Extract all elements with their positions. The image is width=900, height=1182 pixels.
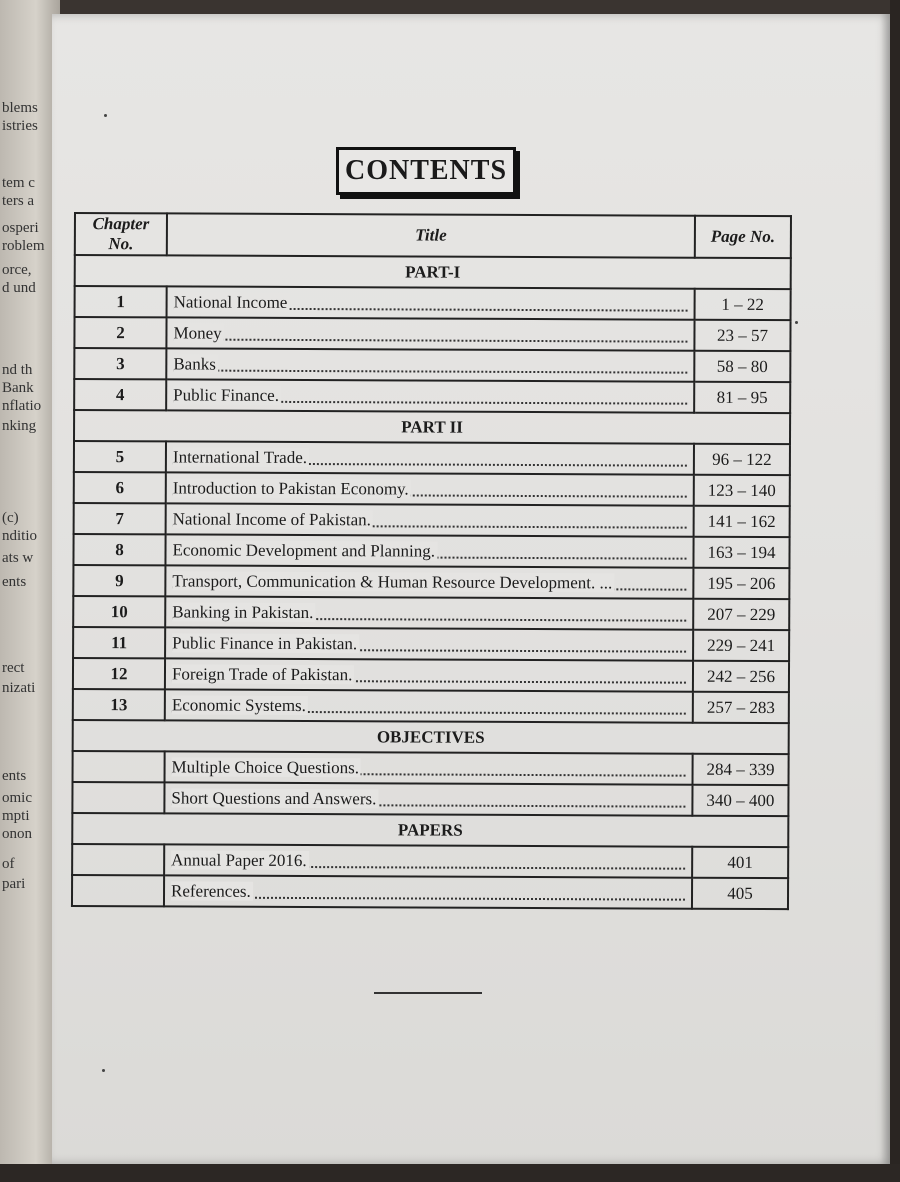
page-range: 23 – 57 <box>694 320 790 351</box>
margin-text-fragment: ents <box>2 574 27 590</box>
page-range: 195 – 206 <box>693 568 789 599</box>
chapter-title: International Trade. <box>172 446 308 467</box>
paper-speck <box>102 1069 105 1072</box>
chapter-title-cell <box>166 472 694 505</box>
chapter-number: 12 <box>73 658 165 689</box>
chapter-number: 2 <box>74 317 166 348</box>
chapter-title: Foreign Trade of Pakistan. <box>171 663 353 684</box>
margin-text-fragment: nizati <box>2 680 36 696</box>
chapter-title-cell <box>165 565 693 598</box>
chapter-title: National Income of Pakistan. <box>172 508 371 529</box>
margin-text-fragment: nflatio <box>2 398 42 414</box>
chapter-number <box>72 844 164 875</box>
margin-text-fragment: istries <box>2 118 38 134</box>
table-row <box>73 534 789 568</box>
chapter-title-cell <box>165 751 693 784</box>
chapter-title-cell <box>164 844 692 877</box>
chapter-title: Introduction to Pakistan Economy. <box>172 477 409 498</box>
margin-text-fragment: nd th <box>2 362 33 378</box>
chapter-title-cell <box>165 627 693 660</box>
page-range: 242 – 256 <box>693 661 789 692</box>
margin-text-fragment: pari <box>2 876 26 892</box>
chapter-title-cell <box>166 348 694 381</box>
section-heading: PAPERS <box>72 813 788 847</box>
margin-text-fragment: Bank <box>2 380 34 396</box>
contents-table <box>71 212 792 910</box>
page-range: 340 – 400 <box>692 785 788 816</box>
chapter-title: Transport, Communication & Human Resource Development. ... <box>172 570 613 592</box>
table-row <box>73 627 789 661</box>
page-range: 123 – 140 <box>694 475 790 506</box>
end-rule <box>374 992 482 994</box>
table-row <box>74 379 790 413</box>
chapter-number: 4 <box>74 379 166 410</box>
table-row <box>73 565 789 599</box>
section-row <box>74 410 790 444</box>
table-row <box>72 782 788 816</box>
dot-leader <box>173 369 687 373</box>
chapter-number: 3 <box>74 348 166 379</box>
chapter-number <box>72 782 164 813</box>
section-row <box>72 813 788 847</box>
margin-text-fragment: ters a <box>2 193 35 209</box>
table-row <box>72 875 788 909</box>
header-chapter-no: Chapter No. <box>75 213 167 255</box>
margin-text-fragment: d und <box>2 280 36 296</box>
margin-text-fragment: nking <box>2 418 37 434</box>
chapter-title-cell <box>166 379 694 412</box>
page-range: 163 – 194 <box>693 537 789 568</box>
page-range: 207 – 229 <box>693 599 789 630</box>
chapter-title-cell <box>165 689 693 722</box>
chapter-title: Multiple Choice Questions. <box>171 756 360 777</box>
margin-text-fragment: rect <box>2 660 25 676</box>
section-row <box>75 255 791 289</box>
chapter-number: 5 <box>74 441 166 472</box>
margin-text-fragment: mpti <box>2 808 30 824</box>
chapter-title: Public Finance in Pakistan. <box>172 632 358 653</box>
chapter-title: Money <box>173 322 222 343</box>
chapter-title-cell <box>166 317 694 350</box>
chapter-number: 10 <box>73 596 165 627</box>
chapter-title: Annual Paper 2016. <box>171 849 307 870</box>
section-heading: PART II <box>74 410 790 444</box>
chapter-number: 8 <box>73 534 165 565</box>
table-row <box>75 286 791 320</box>
page-range: 284 – 339 <box>693 754 789 785</box>
paper-speck <box>104 114 107 117</box>
chapter-title: Public Finance. <box>173 384 280 405</box>
page-range: 1 – 22 <box>695 289 791 320</box>
margin-text-fragment: nditio <box>2 528 38 544</box>
page-range: 257 – 283 <box>693 692 789 723</box>
chapter-number <box>72 875 164 906</box>
table-row <box>73 658 789 692</box>
chapter-number: 7 <box>74 503 166 534</box>
chapter-title-cell <box>165 596 693 629</box>
table-row <box>73 689 789 723</box>
margin-text-fragment: ats w <box>2 550 34 566</box>
page-range: 141 – 162 <box>694 506 790 537</box>
header-page-no: Page No. <box>695 216 791 258</box>
margin-text-fragment: ents <box>2 768 27 784</box>
table-row <box>74 317 790 351</box>
table-row <box>74 441 790 475</box>
margin-text-fragment: roblem <box>2 238 45 254</box>
page-range: 96 – 122 <box>694 444 790 475</box>
header-title: Title <box>167 213 695 257</box>
page-range: 405 <box>692 878 788 909</box>
chapter-number: 13 <box>73 689 165 720</box>
margin-text-fragment: onon <box>2 826 32 842</box>
chapter-title-cell <box>167 286 695 319</box>
chapter-title-cell <box>166 503 694 536</box>
book-page <box>52 14 892 1164</box>
chapter-title: Economic Systems. <box>171 694 307 715</box>
chapter-title-cell <box>164 875 692 908</box>
margin-text-fragment: of <box>2 856 15 872</box>
chapter-title-cell <box>165 534 693 567</box>
margin-text-fragment: osperi <box>2 220 39 236</box>
chapter-number <box>73 751 165 782</box>
chapter-title: Banks <box>173 353 216 374</box>
chapter-title: National Income <box>173 291 288 312</box>
chapter-number: 9 <box>73 565 165 596</box>
page-range: 401 <box>692 847 788 878</box>
dot-leader <box>173 338 687 342</box>
chapter-title: References. <box>170 880 251 901</box>
background-edge <box>890 0 900 1182</box>
chapter-title-cell <box>166 441 694 474</box>
chapter-number: 1 <box>75 286 167 317</box>
chapter-title: Short Questions and Answers. <box>171 787 377 808</box>
chapter-number: 11 <box>73 627 165 658</box>
table-row <box>74 472 790 506</box>
page-range: 81 – 95 <box>694 382 790 413</box>
table-header-row <box>75 213 791 258</box>
chapter-title-cell <box>164 782 692 815</box>
chapter-title: Economic Development and Planning. <box>172 539 436 561</box>
paper-speck <box>795 321 798 324</box>
section-heading: PART-I <box>75 255 791 289</box>
background-edge <box>0 1164 900 1182</box>
contents-heading: CONTENTS <box>336 147 516 195</box>
page-range: 58 – 80 <box>694 351 790 382</box>
section-heading: OBJECTIVES <box>73 720 789 754</box>
margin-text-fragment: omic <box>2 790 32 806</box>
chapter-title-cell <box>165 658 693 691</box>
table-row <box>74 503 790 537</box>
margin-text-fragment: tem c <box>2 175 35 191</box>
table-row <box>73 751 789 785</box>
facing-page-edge <box>0 0 60 1182</box>
margin-text-fragment: orce, <box>2 262 32 278</box>
chapter-number: 6 <box>74 472 166 503</box>
table-row <box>73 596 789 630</box>
table-row <box>74 348 790 382</box>
contents-table-body <box>72 255 791 909</box>
section-row <box>73 720 789 754</box>
table-row <box>72 844 788 878</box>
page-range: 229 – 241 <box>693 630 789 661</box>
chapter-title: Banking in Pakistan. <box>172 601 314 622</box>
margin-text-fragment: blems <box>2 100 38 116</box>
margin-text-fragment: (c) <box>2 510 19 526</box>
